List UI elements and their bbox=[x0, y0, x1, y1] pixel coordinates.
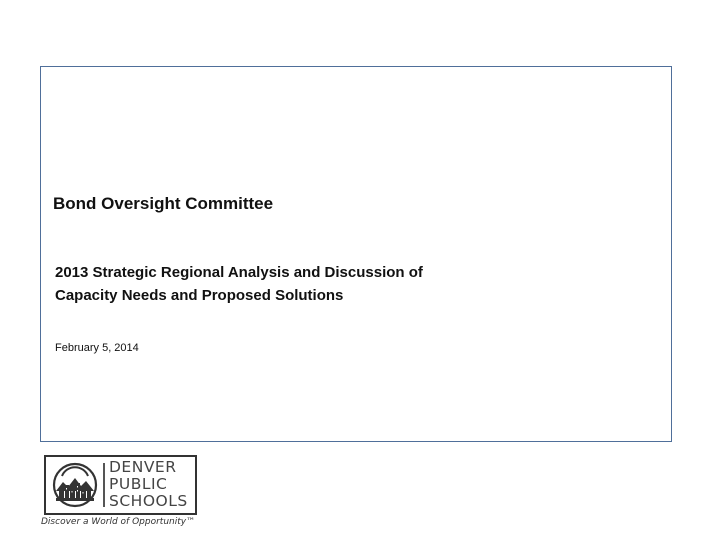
logo-tagline: Discover a World of Opportunity™ bbox=[41, 517, 196, 527]
subtitle-line-1: 2013 Strategic Regional Analysis and Discussion of bbox=[55, 264, 423, 281]
dps-logo bbox=[44, 455, 197, 515]
logo-word-public: PUBLIC bbox=[109, 475, 168, 493]
logo-word-denver: DENVER bbox=[109, 458, 177, 476]
presentation-subtitle bbox=[55, 261, 423, 307]
committee-title: Bond Oversight Committee bbox=[53, 194, 274, 213]
subtitle-line-2: Capacity Needs and Proposed Solutions bbox=[55, 287, 344, 304]
logo-wordmark bbox=[109, 459, 188, 510]
logo-divider bbox=[103, 463, 105, 507]
logo-word-schools: SCHOOLS bbox=[109, 492, 188, 510]
presentation-date: February 5, 2014 bbox=[55, 342, 139, 354]
title-slide-frame bbox=[40, 66, 672, 442]
city-skyline-emblem-icon bbox=[50, 461, 100, 509]
